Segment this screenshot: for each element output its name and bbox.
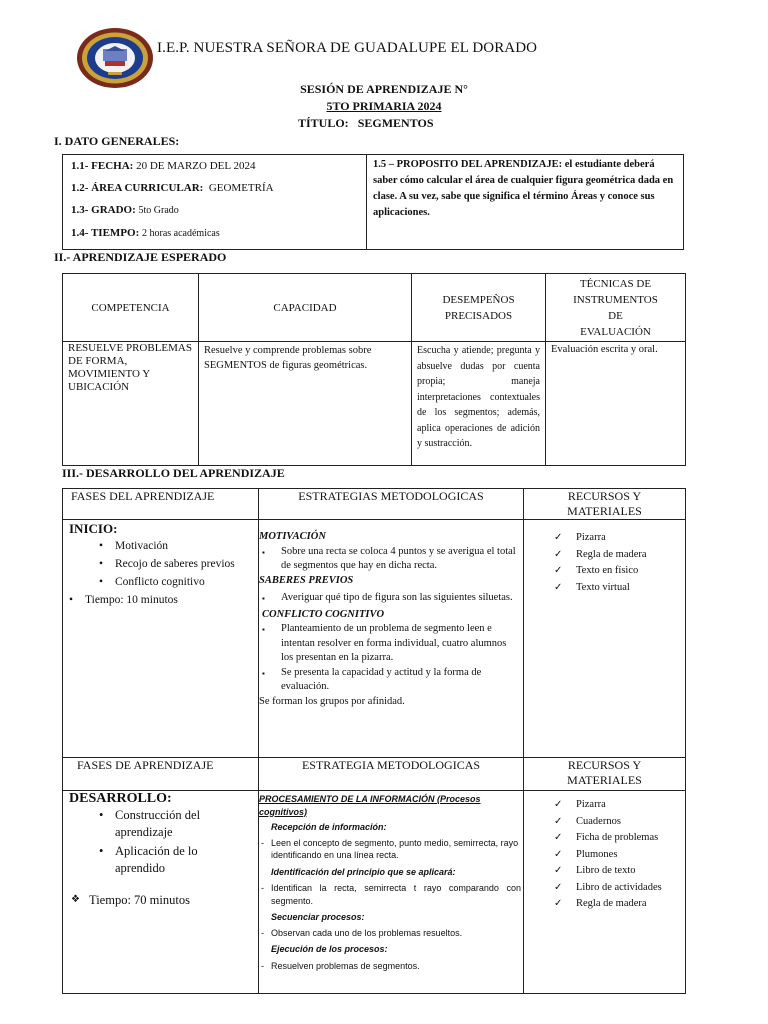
desarrollo-strategies-cell <box>259 791 524 994</box>
col-competencia-label: COMPETENCIA <box>91 301 170 314</box>
expected-learning-heading: II.- APRENDIZAJE ESPERADO <box>54 250 227 264</box>
recepcion-item: - Leen el concepto de segmento, punto medio, semirrecta, rayo identificando en una línea recta. <box>271 837 521 862</box>
secuenciar-list <box>271 927 521 940</box>
expected-learning-table <box>62 273 686 466</box>
topic-label: TÍTULO: <box>298 116 349 130</box>
list-item: ✓ Pizarra <box>576 797 685 814</box>
list-item: ✓ Ficha de problemas <box>576 830 685 847</box>
school-name: I.E.P. NUESTRA SEÑORA DE GUADALUPE EL DORADO <box>157 40 538 56</box>
list-item: ✓ Libro de texto <box>576 863 685 880</box>
inicio-strategies-cell <box>259 520 524 758</box>
list-item: ✓ Pizarra <box>576 530 685 547</box>
recepcion-list <box>271 837 521 862</box>
tiempo-value: 2 horas académicas <box>142 228 220 239</box>
area-value: GEOMETRÍA <box>208 182 274 194</box>
list-item: ✓ Plumones <box>576 847 685 864</box>
area-label: 1.2- ÁREA CURRICULAR: <box>71 182 204 194</box>
inicio-resources-cell <box>524 520 686 758</box>
procesamiento-title: PROCESAMIENTO DE LA INFORMACIÓN (Procesos cognitivos) <box>259 794 481 817</box>
list-item: • Aplicación de lo aprendido <box>115 843 235 877</box>
col-desempenos-line-1: DESEMPEÑOS <box>442 293 515 306</box>
col-recursos-2 <box>524 758 686 791</box>
col-tecnicas-line-4: EVALUACIÓN <box>580 325 651 338</box>
proposito-label: 1.5 – PROPOSITO DEL APRENDIZAJE: <box>373 159 563 170</box>
col-capacidad <box>199 274 412 342</box>
identificacion-title: Identificación del principio que se aplicará: <box>271 866 456 877</box>
list-item: • Motivación <box>115 537 252 555</box>
topic-value: SEGMENTOS <box>357 116 434 130</box>
grado-label: 1.3- GRADO: <box>71 204 136 216</box>
col-tecnicas-line-1: TÉCNICAS DE <box>579 277 652 290</box>
col-recursos-2-line-1: RECURSOS Y <box>567 758 642 772</box>
development-heading: III.- DESARROLLO DEL APRENDIZAJE <box>62 466 285 480</box>
col-recursos-2-line-2: MATERIALES <box>567 773 642 787</box>
saberes-item: ▪ Averiguar qué tipo de figura son las siguientes siluetas. <box>281 591 521 606</box>
col-tecnicas <box>546 274 686 342</box>
col-fases-2-label: FASES DE APRENDIZAJE <box>77 758 214 772</box>
list-item: • Construcción del aprendizaje <box>115 807 235 841</box>
col-estrategias-2-label: ESTRATEGIA METODOLOGICAS <box>301 758 481 772</box>
identificacion-list <box>271 882 521 907</box>
tiempo-label: 1.4- TIEMPO: <box>71 227 140 239</box>
motivacion-list <box>281 545 521 574</box>
col-desempenos-line-2: PRECISADOS <box>444 309 513 322</box>
general-left-cell <box>63 155 367 250</box>
list-item: ✓ Texto virtual <box>576 580 685 597</box>
desarrollo-list <box>115 807 235 877</box>
tiempo-row <box>71 222 358 245</box>
school-crest-logo <box>76 27 154 89</box>
list-item: ✓ Regla de madera <box>576 896 685 913</box>
motivacion-title: MOTIVACIÓN <box>259 531 326 542</box>
col-fases <box>63 489 259 520</box>
saberes-list <box>281 591 521 606</box>
list-item: ✓ Cuadernos <box>576 814 685 831</box>
desempenos-value: Escucha y atiende; pregunta y absuelve dudas por cuenta propia; maneja interpretaciones contextuales de los segmentos; además, aplica operaciones de adición y sustracción. <box>412 342 546 466</box>
desarrollo-time-list <box>89 893 252 908</box>
competencia-value: RESUELVE PROBLEMAS DE FORMA, MOVIMIENTO Y UBICACIÓN <box>63 342 199 466</box>
topic-title <box>298 116 434 131</box>
conflicto-item: ▪ Se presenta la capacidad y actitud y la forma de evaluación. <box>281 666 521 695</box>
fecha-row <box>71 155 358 177</box>
col-estrategias-label: ESTRATEGIAS METODOLOGICAS <box>298 489 484 503</box>
resources-list-2 <box>576 797 685 913</box>
recepcion-title: Recepción de información: <box>271 822 387 832</box>
session-title: SESIÓN DE APRENDIZAJE N° <box>300 82 468 96</box>
conflicto-title: CONFLICTO COGNITIVO <box>262 608 385 620</box>
development-table <box>62 488 686 994</box>
grado-row <box>71 199 358 222</box>
col-recursos-line-1: RECURSOS Y <box>567 489 642 503</box>
inicio-time: • Tiempo: 10 minutos <box>85 591 252 609</box>
grado-value: 5to Grado <box>138 205 179 216</box>
desarrollo-title: DESARROLLO: <box>69 791 172 806</box>
list-item: ✓ Texto en físico <box>576 563 685 580</box>
inicio-title: INICIO: <box>69 521 118 536</box>
list-item: ✓ Libro de actividades <box>576 880 685 897</box>
secuenciar-title: Secuenciar procesos: <box>271 912 365 922</box>
identificacion-item: - Identifican la recta, semirrecta t rayo comparando con segmento. <box>271 882 521 907</box>
desarrollo-resources-cell <box>524 791 686 994</box>
list-item: • Recojo de saberes previos <box>115 555 252 573</box>
col-competencia <box>63 274 199 342</box>
grade-title: 5TO PRIMARIA 2024 <box>326 99 442 113</box>
fecha-label: 1.1- FECHA: <box>71 160 134 172</box>
col-fases-2 <box>63 758 259 791</box>
saberes-title: SABERES PREVIOS <box>259 574 354 586</box>
col-fases-label: FASES DEL APRENDIZAJE <box>71 489 215 503</box>
inicio-list <box>115 537 252 591</box>
motivacion-item: ▪ Sobre una recta se coloca 4 puntos y se averigua el total de segmentos que hay en dicha recta. <box>281 545 521 574</box>
proposito-value: el estudiante deberá saber cómo calcular el área de cualquier figura geométrica dada en clase. A su vez, sabe que significa el término Áreas y conoce sus aplicaciones. <box>373 159 674 218</box>
resources-list-1 <box>576 530 685 596</box>
col-tecnicas-line-2: INSTRUMENTOS <box>573 293 658 306</box>
col-desempenos <box>412 274 546 342</box>
proposito-cell <box>367 155 684 250</box>
conflicto-item: ▪ Planteamiento de un problema de segmento leen e intentan resolver en forma individual, cuatro alumnos los presentan en la pizarra. <box>281 622 521 666</box>
col-capacidad-label: CAPACIDAD <box>273 301 337 314</box>
inicio-time-list <box>85 591 252 609</box>
desarrollo-time: ❖ Tiempo: 70 minutos <box>89 893 252 908</box>
conflicto-list <box>281 622 521 695</box>
general-data-heading: I. DATO GENERALES: <box>54 134 180 148</box>
col-recursos-line-2: MATERIALES <box>567 504 642 518</box>
secuenciar-item: - Observan cada uno de los problemas resueltos. <box>271 927 521 940</box>
col-estrategias <box>259 489 524 520</box>
tecnicas-value: Evaluación escrita y oral. <box>546 342 686 466</box>
ejecucion-title: Ejecución de los procesos: <box>271 944 388 954</box>
col-tecnicas-line-3: DE <box>608 309 623 322</box>
area-row <box>71 177 358 199</box>
inicio-cell <box>63 520 259 758</box>
grupos-text: Se forman los grupos por afinidad. <box>259 695 405 707</box>
ejecucion-item: - Resuelven problemas de segmentos. <box>271 960 521 973</box>
general-data-table <box>62 154 684 250</box>
fecha-value: 20 DE MARZO DEL 2024 <box>136 160 256 172</box>
ejecucion-list <box>271 960 521 973</box>
list-item: • Conflicto cognitivo <box>115 573 252 591</box>
capacidad-value: Resuelve y comprende problemas sobre SEGMENTOS de figuras geométricas. <box>199 342 412 466</box>
col-recursos <box>524 489 686 520</box>
desarrollo-cell <box>63 791 259 994</box>
col-estrategias-2 <box>259 758 524 791</box>
list-item: ✓ Regla de madera <box>576 547 685 564</box>
